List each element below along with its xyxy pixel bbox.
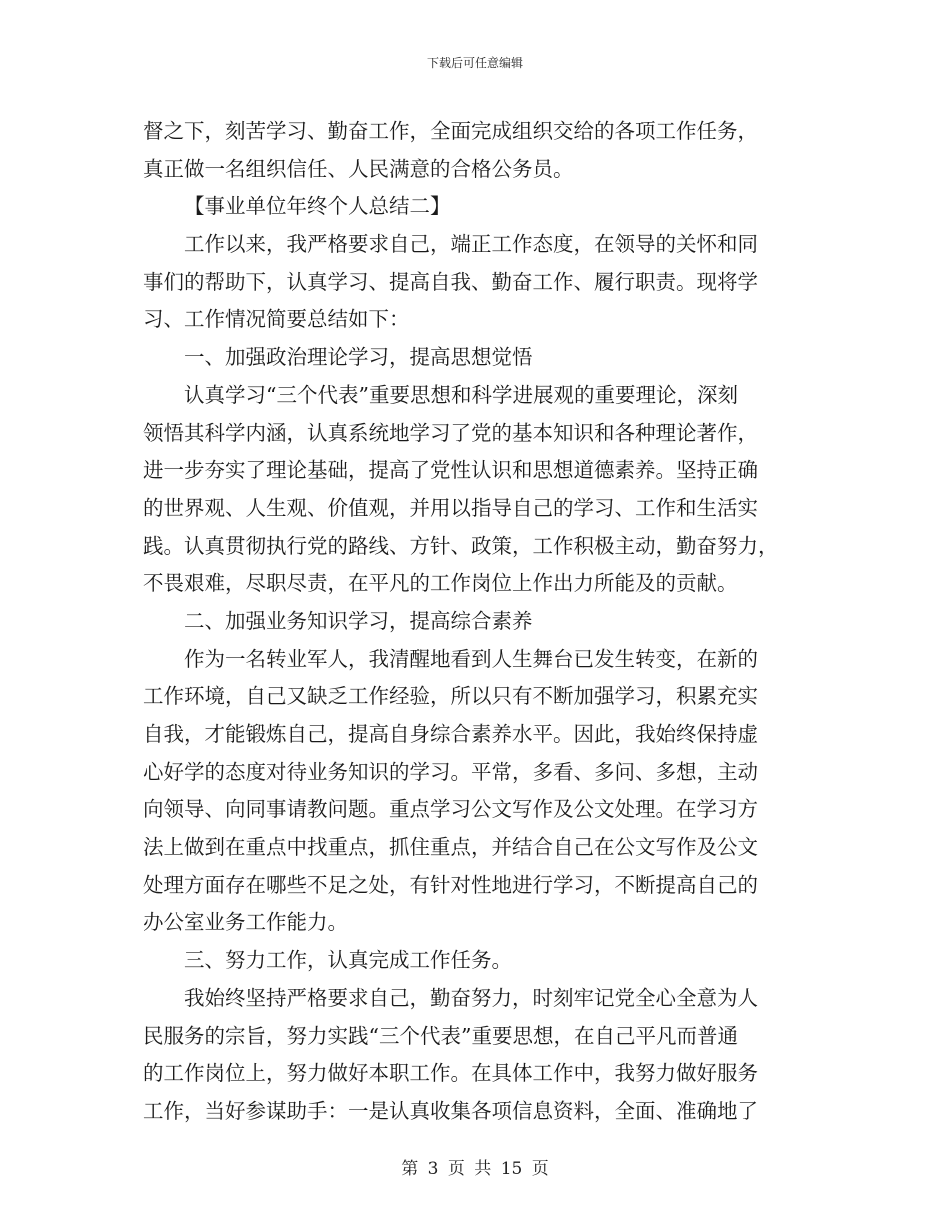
text-line: 办公室业务工作能力。 — [143, 910, 348, 935]
text-line: 法上做到在重点中找重点，抓住重点，并结合自己在公文写作及公文 — [143, 835, 758, 860]
text-line: 习、工作情况简要总结如下： — [143, 307, 410, 332]
text-line: 领悟其科学内涵，认真系统地学习了党的基本知识和各种理论著作， — [143, 420, 758, 445]
text-line: 工作环境，自己又缺乏工作经验，所以只有不断加强学习，积累充实 — [143, 684, 758, 709]
subsection-heading: 三、努力工作，认真完成工作任务。 — [184, 948, 512, 973]
text-line: 的世界观、人生观、价值观，并用以指导自己的学习、工作和生活实 — [143, 495, 758, 520]
text-line: 作为一名转业军人，我清醒地看到人生舞台已发生转变，在新的 — [184, 646, 758, 671]
text-line: 的工作岗位上，努力做好本职工作。在具体工作中，我努力做好服务 — [143, 1061, 758, 1086]
text-line: 工作，当好参谋助手：一是认真收集各项信息资料，全面、准确地了 — [143, 1098, 758, 1123]
text-line: 不畏艰难，尽职尽责，在平凡的工作岗位上作出力所能及的贡献。 — [143, 571, 738, 596]
text-line: 我始终坚持严格要求自己，勤奋努力，时刻牢记党全心全意为人 — [184, 985, 758, 1010]
section-title: 【事业单位年终个人总结二】 — [184, 194, 451, 219]
text-line: 践。认真贯彻执行党的路线、方针、政策，工作积极主动，勤奋努力， — [143, 533, 779, 558]
text-line: 事们的帮助下，认真学习、提高自我、勤奋工作、履行职责。现将学 — [143, 269, 758, 294]
text-line: 自我，才能锻炼自己，提高自身综合素养水平。因此，我始终保持虚 — [143, 722, 758, 746]
text-line: 民服务的宗旨，努力实践“三个代表”重要思想，在自己平凡而普通 — [143, 1023, 738, 1048]
text-line: 进一步夯实了理论基础，提高了党性认识和思想道德素养。坚持正确 — [143, 458, 758, 483]
text-line: 认真学习“三个代表”重要思想和科学进展观的重要理论，深刻 — [184, 382, 738, 407]
document-body — [143, 113, 813, 1131]
page-header: 下载后可任意编辑 — [426, 56, 523, 70]
page-footer: 第 3 页 共 15 页 — [401, 1159, 549, 1179]
text-line: 向领导、向同事请教问题。重点学习公文写作及公文处理。在学习方 — [143, 797, 758, 822]
text-line: 处理方面存在哪些不足之处，有针对性地进行学习，不断提高自己的 — [143, 872, 758, 897]
subsection-heading: 二、加强业务知识学习，提高综合素养 — [184, 608, 533, 633]
text-line: 工作以来，我严格要求自己，端正工作态度，在领导的关怀和同 — [184, 232, 758, 257]
text-line: 心好学的态度对待业务知识的学习。平常，多看、多问、多想，主动 — [143, 759, 758, 784]
text-line: 督之下，刻苦学习、勤奋工作，全面完成组织交给的各项工作任务， — [143, 119, 758, 143]
subsection-heading: 一、加强政治理论学习，提高思想觉悟 — [184, 345, 533, 370]
text-line: 真正做一名组织信任、人民满意的合格公务员。 — [143, 156, 574, 181]
